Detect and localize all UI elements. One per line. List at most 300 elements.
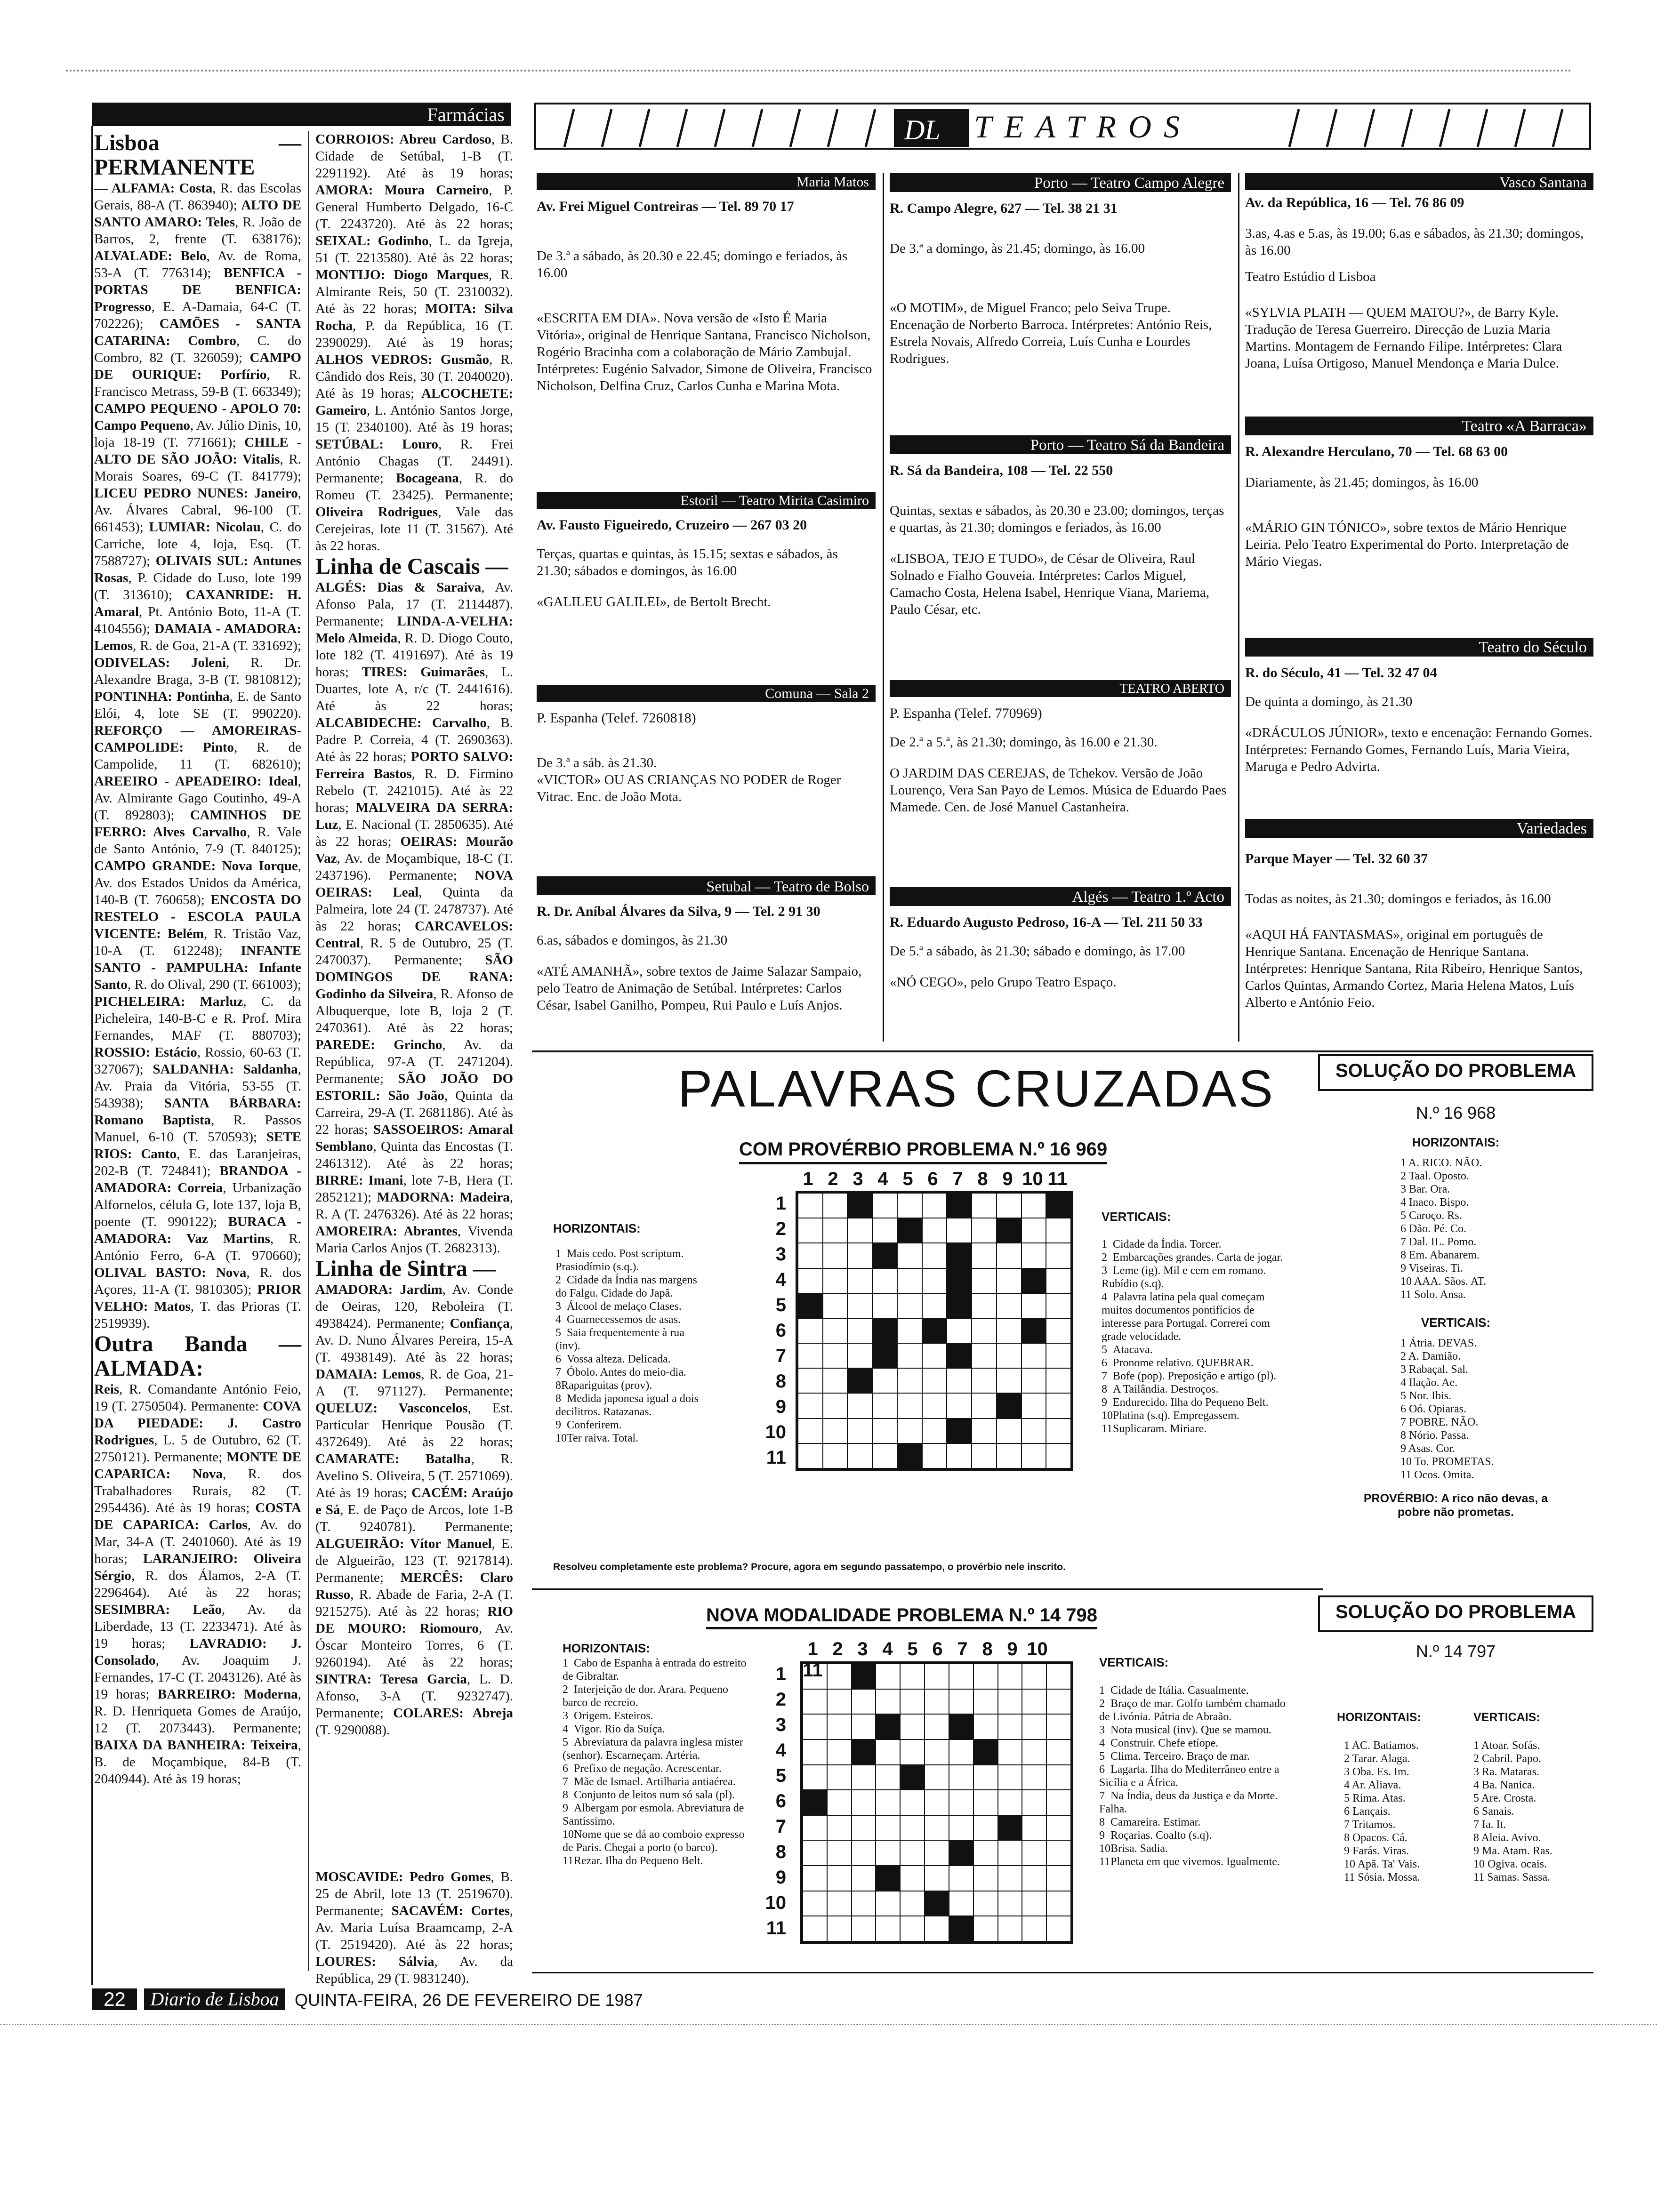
grid-cell[interactable] [798, 1368, 823, 1393]
grid-cell[interactable] [823, 1218, 848, 1243]
grid-cell[interactable] [897, 1218, 922, 1243]
grid-cell[interactable] [798, 1393, 823, 1418]
grid-cell[interactable] [847, 1243, 872, 1268]
clue-item: 2 Interjeição de dor. Arara. Pequeno barco de recreio. [563, 1683, 728, 1709]
grid-cell[interactable] [876, 1765, 900, 1790]
grid-cell[interactable] [803, 1815, 827, 1841]
grid-cell[interactable] [1046, 1368, 1071, 1393]
grid-cell[interactable] [973, 1815, 998, 1841]
grid-cell[interactable] [872, 1293, 897, 1318]
grid-cell[interactable] [947, 1343, 972, 1368]
crossword1-verticais [1102, 1238, 1295, 1435]
grid-cell[interactable] [1022, 1815, 1046, 1841]
grid-cell[interactable] [798, 1243, 823, 1268]
grid-cell[interactable] [1046, 1293, 1071, 1318]
grid-cell[interactable] [973, 1840, 998, 1866]
grid-cell[interactable] [922, 1243, 947, 1268]
theatre-sa-bandeira [890, 435, 1231, 632]
grid-cell[interactable] [973, 1866, 998, 1891]
grid-cell[interactable] [949, 1790, 973, 1815]
grid-cell[interactable] [949, 1840, 973, 1866]
grid-cell[interactable] [823, 1443, 848, 1468]
grid-cell[interactable] [972, 1443, 997, 1468]
grid-cell[interactable] [827, 1714, 852, 1739]
grid-cell[interactable] [827, 1739, 852, 1765]
grid-cell[interactable] [1046, 1664, 1071, 1689]
grid-cell[interactable] [803, 1840, 827, 1866]
crossword2-grid[interactable] [800, 1661, 1073, 1944]
grid-cell[interactable] [900, 1891, 925, 1916]
grid-cell[interactable] [949, 1866, 973, 1891]
grid-cell[interactable] [998, 1790, 1022, 1815]
theatre-barraca [1245, 417, 1593, 584]
grid-cell[interactable] [1046, 1393, 1071, 1418]
grid-cell[interactable] [803, 1790, 827, 1815]
theatre-times: De 5.ª a sábado, às 21.30; sábado e domingo, às 17.00 [890, 944, 1185, 959]
grid-cell[interactable] [973, 1891, 998, 1916]
grid-cell[interactable] [847, 1193, 872, 1218]
grid-cell[interactable] [1046, 1218, 1071, 1243]
grid-cell[interactable] [827, 1790, 852, 1815]
grid-cell[interactable] [972, 1318, 997, 1343]
theatre-times: Todas as noites, às 21.30; domingos e feriados, às 16.00 [1245, 891, 1551, 906]
grid-cell[interactable] [949, 1891, 973, 1916]
grid-cell[interactable] [1046, 1193, 1071, 1218]
theatre-address: P. Espanha (Telef. 7260818) [537, 710, 696, 726]
grid-cell[interactable] [872, 1193, 897, 1218]
grid-cell[interactable] [1022, 1343, 1046, 1368]
grid-cell[interactable] [998, 1765, 1022, 1790]
grid-cell[interactable] [803, 1916, 827, 1941]
grid-cell[interactable] [900, 1790, 925, 1815]
grid-cell[interactable] [847, 1419, 872, 1443]
grid-cell[interactable] [900, 1739, 925, 1765]
grid-cell[interactable] [998, 1714, 1022, 1739]
theatre-estoril [537, 492, 876, 625]
grid-cell[interactable] [852, 1765, 876, 1790]
grid-cell[interactable] [997, 1343, 1022, 1368]
grid-cell[interactable] [876, 1840, 900, 1866]
grid-cell[interactable] [847, 1393, 872, 1418]
grid-cell[interactable] [897, 1193, 922, 1218]
grid-cell[interactable] [1022, 1293, 1046, 1318]
grid-cell[interactable] [897, 1343, 922, 1368]
grid-cell[interactable] [897, 1443, 922, 1468]
grid-cell[interactable] [823, 1293, 848, 1318]
grid-cell[interactable] [972, 1419, 997, 1443]
grid-cell[interactable] [852, 1689, 876, 1715]
crossword2-title: NOVA MODALIDADE PROBLEMA N.º 14 798 [706, 1605, 1097, 1629]
grid-cell[interactable] [1046, 1790, 1071, 1815]
grid-cell[interactable] [972, 1393, 997, 1418]
grid-cell[interactable] [1022, 1866, 1046, 1891]
grid-cell[interactable] [922, 1393, 947, 1418]
grid-cell[interactable] [872, 1318, 897, 1343]
grid-cell[interactable] [1022, 1368, 1046, 1393]
grid-cell[interactable] [872, 1243, 897, 1268]
grid-cell[interactable] [1046, 1840, 1071, 1866]
grid-cell[interactable] [803, 1765, 827, 1790]
clue-item: 9 Asas. Cor. [1400, 1443, 1456, 1455]
grid-cell[interactable] [1046, 1739, 1071, 1765]
grid-cell[interactable] [947, 1193, 972, 1218]
grid-cell[interactable] [1046, 1815, 1071, 1841]
theatre-address: R. Eduardo Augusto Pedroso, 16-A — Tel. 211 50 33 [890, 914, 1203, 930]
solution1-horizontais [1400, 1156, 1593, 1301]
grid-cell[interactable] [1046, 1714, 1071, 1739]
clue-item: 6 Vossa alteza. Delicada. [555, 1353, 671, 1365]
grid-cell[interactable] [847, 1293, 872, 1318]
grid-cell[interactable] [925, 1765, 949, 1790]
grid-cell[interactable] [949, 1689, 973, 1715]
theatre-times: De 3.ª a domingo, às 21.45; domingo, às 16.00 [890, 241, 1145, 256]
grid-cell[interactable] [997, 1393, 1022, 1418]
grid-cell[interactable] [997, 1443, 1022, 1468]
grid-cell[interactable] [900, 1714, 925, 1739]
grid-row-number: 8 [775, 1842, 786, 1862]
grid-cell[interactable] [798, 1443, 823, 1468]
theatre-show: O JARDIM DAS CEREJAS, de Tchekov. Versão de João Lourenço, Vera San Payo de Lemos. Música de Eduardo Paes Mamede. Cen. de José Manuel Castanheira. [890, 766, 1227, 815]
grid-cell[interactable] [1046, 1243, 1071, 1268]
grid-cell[interactable] [823, 1268, 848, 1293]
grid-cell[interactable] [876, 1664, 900, 1689]
clue-item: 1 Cabo de Espanha à entrada do estreito de Gibraltar. [563, 1657, 747, 1683]
grid-cell[interactable] [972, 1243, 997, 1268]
theatre-address: P. Espanha (Telef. 770969) [890, 705, 1042, 721]
grid-cell[interactable] [925, 1689, 949, 1715]
grid-cell[interactable] [972, 1293, 997, 1318]
grid-cell[interactable] [876, 1739, 900, 1765]
grid-cell[interactable] [1022, 1243, 1046, 1268]
grid-cell[interactable] [852, 1790, 876, 1815]
grid-cell[interactable] [823, 1368, 848, 1393]
theatre-name: Setubal — Teatro de Bolso [537, 876, 876, 895]
clue-item: 1 Cidade de Itália. Casualmente. [1099, 1684, 1249, 1697]
clue-item: 4 Ar. Aliava. [1344, 1779, 1401, 1791]
grid-cell[interactable] [897, 1293, 922, 1318]
grid-cell[interactable] [922, 1419, 947, 1443]
theatre-name: Teatro do Século [1245, 638, 1593, 657]
grid-cell[interactable] [949, 1664, 973, 1689]
grid-row-number: 10 [765, 1422, 786, 1443]
grid-cell[interactable] [852, 1866, 876, 1891]
grid-cell[interactable] [1022, 1739, 1046, 1765]
grid-cell[interactable] [872, 1218, 897, 1243]
grid-cell[interactable] [922, 1343, 947, 1368]
grid-cell[interactable] [900, 1765, 925, 1790]
grid-cell[interactable] [998, 1689, 1022, 1715]
clue-item: 6 Lagarta. Ilha do Mediterrâneo entre a Sicília e a África. [1099, 1763, 1279, 1789]
grid-cell[interactable] [925, 1714, 949, 1739]
grid-row-number: 5 [775, 1295, 786, 1315]
grid-cell[interactable] [1022, 1193, 1046, 1218]
grid-cell[interactable] [823, 1419, 848, 1443]
grid-cell[interactable] [847, 1443, 872, 1468]
grid-cell[interactable] [949, 1815, 973, 1841]
grid-cell[interactable] [852, 1840, 876, 1866]
grid-cell[interactable] [823, 1343, 848, 1368]
grid-cell[interactable] [798, 1293, 823, 1318]
grid-cell[interactable] [947, 1443, 972, 1468]
grid-cell[interactable] [847, 1368, 872, 1393]
grid-cell[interactable] [827, 1689, 852, 1715]
grid-cell[interactable] [872, 1268, 897, 1293]
grid-cell[interactable] [998, 1739, 1022, 1765]
grid-cell[interactable] [798, 1419, 823, 1443]
grid-cell[interactable] [997, 1368, 1022, 1393]
grid-col-number: 5 [907, 1639, 918, 1659]
grid-cell[interactable] [827, 1866, 852, 1891]
grid-cell[interactable] [922, 1318, 947, 1343]
grid-cell[interactable] [1046, 1419, 1071, 1443]
grid-cell[interactable] [876, 1790, 900, 1815]
grid-cell[interactable] [876, 1689, 900, 1715]
clue-item: 2 Taal. Oposto. [1400, 1170, 1469, 1182]
grid-cell[interactable] [823, 1318, 848, 1343]
grid-cell[interactable] [998, 1891, 1022, 1916]
crossword1-grid[interactable] [796, 1191, 1073, 1471]
grid-cell[interactable] [997, 1193, 1022, 1218]
grid-cell[interactable] [947, 1218, 972, 1243]
grid-row-number: 10 [765, 1892, 786, 1913]
grid-cell[interactable] [972, 1368, 997, 1393]
grid-cell[interactable] [852, 1815, 876, 1841]
grid-cell[interactable] [998, 1815, 1022, 1841]
clue-item: 9 Ma. Atam. Ras. [1473, 1845, 1552, 1857]
grid-cell[interactable] [852, 1891, 876, 1916]
grid-cell[interactable] [852, 1714, 876, 1739]
grid-cell[interactable] [827, 1765, 852, 1790]
grid-cell[interactable] [1046, 1343, 1071, 1368]
grid-cell[interactable] [876, 1815, 900, 1841]
grid-cell[interactable] [925, 1916, 949, 1941]
grid-cell[interactable] [897, 1243, 922, 1268]
crosswords-bottom-rule [532, 1972, 1593, 1973]
grid-cell[interactable] [803, 1891, 827, 1916]
grid-row-number: 2 [775, 1689, 786, 1710]
grid-cell[interactable] [1022, 1689, 1046, 1715]
grid-cell[interactable] [872, 1393, 897, 1418]
clue-item: 7 Ia. It. [1473, 1819, 1506, 1831]
clue-item: 5 Caroço. Rs. [1400, 1210, 1462, 1222]
grid-cell[interactable] [947, 1393, 972, 1418]
grid-cell[interactable] [1022, 1393, 1046, 1418]
grid-cell[interactable] [852, 1664, 876, 1689]
grid-cell[interactable] [972, 1343, 997, 1368]
grid-cell[interactable] [947, 1318, 972, 1343]
grid-cell[interactable] [998, 1840, 1022, 1866]
grid-cell[interactable] [900, 1916, 925, 1941]
grid-cell[interactable] [823, 1243, 848, 1268]
grid-cell[interactable] [1022, 1318, 1046, 1343]
grid-cell[interactable] [949, 1739, 973, 1765]
solution2-box [1318, 1595, 1593, 1963]
grid-cell[interactable] [972, 1218, 997, 1243]
grid-cell[interactable] [925, 1891, 949, 1916]
grid-cell[interactable] [897, 1268, 922, 1293]
grid-cell[interactable] [847, 1268, 872, 1293]
grid-cell[interactable] [925, 1840, 949, 1866]
grid-cell[interactable] [876, 1916, 900, 1941]
grid-cell[interactable] [973, 1739, 998, 1765]
grid-cell[interactable] [1022, 1840, 1046, 1866]
grid-cell[interactable] [1022, 1891, 1046, 1916]
solution2-verticais [1473, 1739, 1552, 1884]
grid-cell[interactable] [997, 1318, 1022, 1343]
grid-cell[interactable] [803, 1739, 827, 1765]
grid-cell[interactable] [897, 1318, 922, 1343]
section-header-farmacias: Farmácias [92, 103, 511, 126]
grid-cell[interactable] [1046, 1866, 1071, 1891]
grid-cell[interactable] [827, 1664, 852, 1689]
grid-cell[interactable] [1046, 1765, 1071, 1790]
grid-cell[interactable] [922, 1368, 947, 1393]
grid-cell[interactable] [997, 1419, 1022, 1443]
grid-cell[interactable] [1022, 1765, 1046, 1790]
grid-cell[interactable] [897, 1419, 922, 1443]
grid-cell[interactable] [949, 1765, 973, 1790]
grid-cell[interactable] [847, 1318, 872, 1343]
grid-cell[interactable] [997, 1293, 1022, 1318]
grid-cell[interactable] [973, 1689, 998, 1715]
grid-cell[interactable] [997, 1268, 1022, 1293]
grid-cell[interactable] [1046, 1318, 1071, 1343]
grid-cell[interactable] [922, 1193, 947, 1218]
grid-cell[interactable] [823, 1393, 848, 1418]
crossword2-row-numbers [763, 1661, 786, 1941]
grid-cell[interactable] [947, 1268, 972, 1293]
grid-cell[interactable] [872, 1419, 897, 1443]
clue-item: 9 Endurecido. Ilha do Pequeno Belt. [1102, 1396, 1269, 1409]
grid-cell[interactable] [922, 1293, 947, 1318]
theatre-times: De 2.ª a 5.ª, às 21.30; domingo, às 16.00 e 21.30. [890, 735, 1158, 750]
grid-cell[interactable] [1022, 1916, 1046, 1941]
grid-cell[interactable] [1022, 1664, 1046, 1689]
grid-cell[interactable] [1046, 1443, 1071, 1468]
grid-cell[interactable] [1046, 1916, 1071, 1941]
grid-cell[interactable] [947, 1293, 972, 1318]
page-number: 22 [92, 1988, 137, 2010]
crossword1-horizontais [555, 1247, 711, 1445]
clue-item: 6 Pronome relativo. QUEBRAR. [1102, 1357, 1254, 1369]
grid-cell[interactable] [1046, 1689, 1071, 1715]
grid-cell[interactable] [922, 1218, 947, 1243]
grid-cell[interactable] [852, 1916, 876, 1941]
grid-cell[interactable] [947, 1368, 972, 1393]
grid-cell[interactable] [998, 1866, 1022, 1891]
grid-cell[interactable] [798, 1268, 823, 1293]
grid-cell[interactable] [925, 1790, 949, 1815]
grid-cell[interactable] [997, 1218, 1022, 1243]
clue-item: 10Platina (s.q). Empregassem. [1102, 1410, 1239, 1422]
grid-cell[interactable] [949, 1916, 973, 1941]
grid-cell[interactable] [947, 1419, 972, 1443]
clue-item: 7 Mãe de Ismael. Artilharia antiaérea. [563, 1776, 736, 1788]
grid-cell[interactable] [973, 1790, 998, 1815]
grid-cell[interactable] [900, 1689, 925, 1715]
grid-cell[interactable] [900, 1815, 925, 1841]
grid-cell[interactable] [1046, 1891, 1071, 1916]
grid-cell[interactable] [1022, 1714, 1046, 1739]
grid-cell[interactable] [798, 1193, 823, 1218]
grid-cell[interactable] [1022, 1218, 1046, 1243]
grid-cell[interactable] [827, 1891, 852, 1916]
grid-cell[interactable] [1022, 1419, 1046, 1443]
grid-cell[interactable] [876, 1866, 900, 1891]
clue-item: 4 Ba. Nanica. [1473, 1779, 1535, 1791]
grid-cell[interactable] [972, 1193, 997, 1218]
grid-cell[interactable] [827, 1916, 852, 1941]
grid-cell[interactable] [925, 1815, 949, 1841]
grid-cell[interactable] [998, 1916, 1022, 1941]
grid-cell[interactable] [972, 1268, 997, 1293]
grid-cell[interactable] [847, 1218, 872, 1243]
grid-cell[interactable] [973, 1664, 998, 1689]
theatre-address: R. Dr. Aníbal Álvares da Silva, 9 — Tel. 2 91 30 [537, 904, 820, 919]
grid-cell[interactable] [823, 1193, 848, 1218]
grid-cell[interactable] [900, 1840, 925, 1866]
grid-cell[interactable] [803, 1714, 827, 1739]
grid-cell[interactable] [803, 1664, 827, 1689]
grid-cell[interactable] [997, 1243, 1022, 1268]
grid-cell[interactable] [798, 1318, 823, 1343]
clue-item: 4 Palavra latina pela qual começam muitos documentos pontifícios de interesse para Portugal. Correrei com grade velocidade. [1102, 1291, 1270, 1343]
grid-cell[interactable] [922, 1443, 947, 1468]
grid-cell[interactable] [798, 1343, 823, 1368]
grid-cell[interactable] [897, 1393, 922, 1418]
grid-cell[interactable] [973, 1714, 998, 1739]
grid-cell[interactable] [876, 1714, 900, 1739]
grid-cell[interactable] [925, 1739, 949, 1765]
grid-cell[interactable] [1022, 1268, 1046, 1293]
grid-cell[interactable] [872, 1368, 897, 1393]
grid-cell[interactable] [922, 1268, 947, 1293]
grid-cell[interactable] [847, 1343, 872, 1368]
grid-cell[interactable] [872, 1443, 897, 1468]
grid-cell[interactable] [900, 1866, 925, 1891]
grid-cell[interactable] [798, 1218, 823, 1243]
grid-cell[interactable] [872, 1343, 897, 1368]
clue-item: 8 Em. Abanarem. [1400, 1249, 1480, 1261]
grid-cell[interactable] [1022, 1443, 1046, 1468]
grid-cell[interactable] [1022, 1790, 1046, 1815]
grid-cell[interactable] [827, 1840, 852, 1866]
grid-cell[interactable] [925, 1664, 949, 1689]
grid-col-number: 1 [803, 1169, 813, 1189]
grid-cell[interactable] [876, 1891, 900, 1916]
grid-cell[interactable] [827, 1815, 852, 1841]
solution2-horiz-label: HORIZONTAIS: [1337, 1711, 1421, 1724]
grid-cell[interactable] [949, 1714, 973, 1739]
clue-item: 1 Mais cedo. Post scriptum. Prasiodímio (s.q.). [555, 1248, 684, 1273]
grid-cell[interactable] [973, 1765, 998, 1790]
grid-cell[interactable] [852, 1739, 876, 1765]
grid-cell[interactable] [803, 1866, 827, 1891]
crossword-area-rule [532, 1588, 1323, 1590]
grid-cell[interactable] [925, 1866, 949, 1891]
grid-cell[interactable] [803, 1689, 827, 1715]
grid-row-number: 7 [775, 1346, 786, 1366]
grid-cell[interactable] [1046, 1268, 1071, 1293]
grid-cell[interactable] [900, 1664, 925, 1689]
solution2-title: SOLUÇÃO DO PROBLEMA [1318, 1595, 1593, 1632]
theatre-address: Parque Mayer — Tel. 32 60 37 [1245, 851, 1428, 866]
grid-cell[interactable] [973, 1916, 998, 1941]
grid-cell[interactable] [897, 1368, 922, 1393]
grid-cell[interactable] [998, 1664, 1022, 1689]
clue-item: 10Ter raiva. Total. [555, 1432, 639, 1444]
grid-cell[interactable] [947, 1243, 972, 1268]
